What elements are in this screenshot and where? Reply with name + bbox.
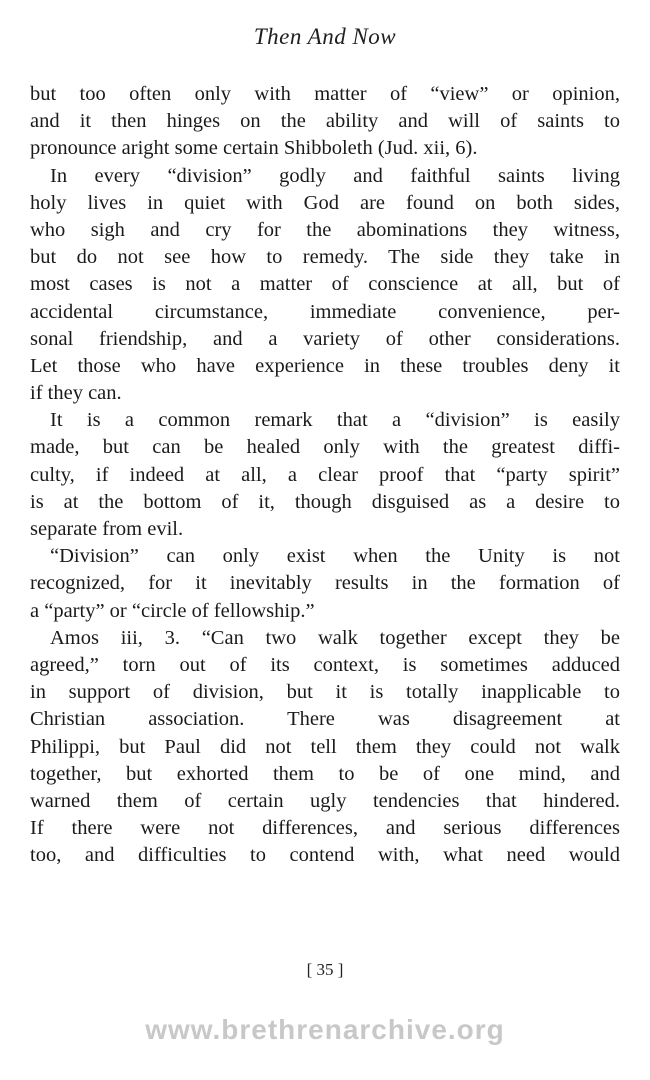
text-line: Philippi, but Paul did not tell them they could not walk [30, 735, 620, 758]
text-line: pronounce aright some certain Shibboleth (Jud. xii, 6). [30, 137, 478, 160]
text-line: Christian association. There was disagreement at [30, 708, 620, 731]
text-line: and it then hinges on the ability and will of saints to [30, 110, 620, 133]
text-line: a “party” or “circle of fellowship.” [30, 599, 315, 622]
watermark: www.brethrenarchive.org [145, 1014, 505, 1045]
paragraph [30, 407, 620, 543]
text-line: warned them of certain ugly tendencies that hindered. [30, 789, 620, 812]
text-line: In every “division” godly and faithful saints living [50, 164, 620, 187]
text-line: It is a common remark that a “division” is easily [50, 409, 620, 432]
text-line: who sigh and cry for the abominations they witness, [30, 218, 620, 241]
text-line: separate from evil. [30, 518, 184, 540]
text-line: culty, if indeed at all, a clear proof that “party spirit” [30, 463, 620, 486]
paragraph [30, 543, 620, 625]
text-line: made, but can be healed only with the greatest diffi- [30, 436, 620, 459]
paragraph [30, 625, 620, 870]
text-line: if they can. [30, 382, 122, 405]
text-line: “Division” can only exist when the Unity is not [50, 545, 620, 568]
running-head: Then And Now [253, 24, 397, 49]
text-line: Let those who have experience in these troubles deny it [30, 354, 620, 377]
page-number: [ 35 ] [306, 960, 344, 979]
paragraph [30, 163, 620, 408]
text-line: recognized, for it inevitably results in the formation of [30, 572, 620, 595]
text-line: accidental circumstance, immediate convenience, per- [30, 300, 620, 323]
text-line: Amos iii, 3. “Can two walk together except they be [50, 626, 620, 649]
text-line: too, and difficulties to contend with, what need would [30, 844, 620, 867]
text-line: sonal friendship, and a variety of other considerations. [30, 327, 620, 350]
text-line: holy lives in quiet with God are found on both sides, [30, 191, 620, 214]
text-line: most cases is not a matter of conscience at all, but of [30, 273, 620, 296]
text-line: agreed,” torn out of its context, is sometimes adduced [30, 653, 620, 676]
text-line: but too often only with matter of “view” or opinion, [30, 83, 620, 105]
text-line: together, but exhorted them to be of one mind, and [30, 762, 620, 785]
text-line: is at the bottom of it, though disguised as a desire to [30, 490, 620, 513]
text-line: but do not see how to remedy. The side they take in [30, 246, 620, 269]
text-line: in support of division, but it is totally inapplicable to [30, 681, 620, 704]
body-text [30, 81, 620, 869]
text-line: If there were not differences, and serious differences [30, 817, 620, 840]
paragraph [30, 81, 620, 163]
